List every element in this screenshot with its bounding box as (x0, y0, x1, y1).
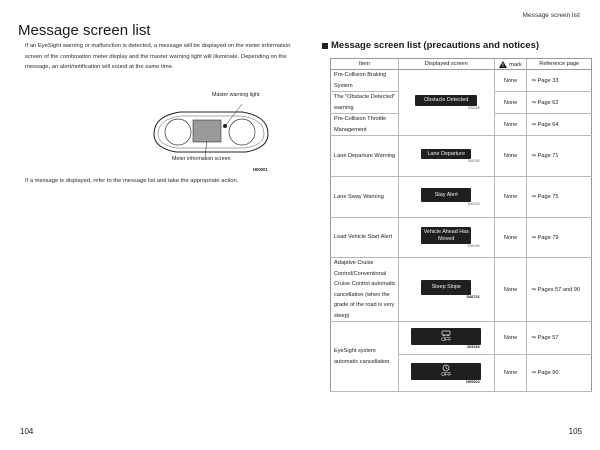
table-row (331, 258, 592, 322)
diagram-code: H00001 (253, 167, 268, 172)
row-ref-link[interactable]: ⇒ Pages 57 and 90 (527, 258, 592, 322)
row-item: Lane Sway Warning (331, 177, 399, 218)
col-header-mark: mark (494, 59, 527, 70)
row-item: Pre-Collision Throttle Management (331, 114, 399, 136)
row-screen: OFF 203194 (398, 322, 494, 355)
display-screen-steep-slope: Steep Slope (421, 280, 471, 294)
row-item: Adaptive Cruise Control/Conventional Cruise Control automatic cancellation (when the grade of the road is very steep) (331, 258, 399, 322)
row-ref-link[interactable]: ⇒ Page 75 (527, 177, 592, 218)
row-ref-link[interactable]: ⇒ Page 64 (527, 114, 592, 136)
row-ref-link[interactable]: ⇒ Page 90 (527, 355, 592, 392)
eyesight-clock-icon (441, 364, 451, 372)
display-screen-stay-alert: Stay Alert (421, 188, 471, 202)
table-row (331, 177, 592, 218)
row-screen: Obstacle Detected S40189 (398, 70, 494, 136)
row-item: The "Obstacle Detected" warning (331, 92, 399, 114)
meter-info-label: Meter information screen (172, 156, 231, 162)
message-table (330, 58, 592, 392)
section-title (322, 40, 539, 51)
table-row (331, 322, 592, 355)
square-bullet-icon (322, 43, 328, 49)
table-header-row (331, 59, 592, 70)
meter-diagram (150, 86, 272, 174)
row-mark: None (494, 114, 527, 136)
table-row (331, 218, 592, 258)
display-screen-vehicle-ahead: Vehicle Ahead Has Moved (421, 227, 471, 244)
intro-paragraph: If an EyeSight warning or malfunction is detected, a message will be displayed on the meter information screen of the combination meter display and the master warning light will illuminate. Depending on the message, an alert/notification will sound at the same time. (25, 43, 291, 70)
display-screen-obstacle: Obstacle Detected (415, 95, 477, 105)
warning-triangle-icon (499, 61, 507, 68)
page-number-right: 105 (568, 427, 582, 436)
row-item: Pre-Collision Braking System (331, 70, 399, 92)
row-item: Lead Vehicle Start Alert (331, 218, 399, 258)
row-item: Lane Departure Warning (331, 136, 399, 177)
row-mark: None (494, 355, 527, 392)
row-mark: None (494, 177, 527, 218)
col-header-displayed-screen: Displayed screen (398, 59, 494, 70)
row-ref-link[interactable]: ⇒ Page 79 (527, 218, 592, 258)
col-header-reference-page: Reference page (527, 59, 592, 70)
display-screen-eyesight-off-2: OFF (411, 363, 481, 380)
section-title-text: Message screen list (precautions and notices) (331, 40, 540, 51)
row-screen: Lane Departure S40192 (398, 136, 494, 177)
row-screen: Steep Slope S40722 (398, 258, 494, 322)
table-row (331, 136, 592, 177)
table-row (331, 70, 592, 92)
col-header-item: Item (331, 59, 399, 70)
note-paragraph: If a message is displayed, refer to the message list and take the appropriate action. (25, 178, 239, 184)
right-page (300, 0, 600, 450)
eyesight-vehicle-icon (441, 329, 451, 337)
row-mark: None (494, 218, 527, 258)
row-mark: None (494, 70, 527, 92)
display-screen-eyesight-off: OFF (411, 328, 481, 345)
row-mark: None (494, 322, 527, 355)
row-mark: None (494, 92, 527, 114)
master-warning-label: Master warning light (212, 92, 260, 98)
row-screen: Stay Alert S40193 (398, 177, 494, 218)
row-ref-link[interactable]: ⇒ Page 57 (527, 322, 592, 355)
page-number-left: 104 (20, 427, 34, 436)
row-mark: None (494, 136, 527, 177)
row-screen: OFF H00003 (398, 355, 494, 392)
running-header: Message screen list (522, 12, 580, 19)
row-item: EyeSight system automatic cancellation (331, 322, 399, 392)
row-ref-link[interactable]: ⇒ Page 33 (527, 70, 592, 92)
row-screen: Vehicle Ahead Has Moved S40194 (398, 218, 494, 258)
row-ref-link[interactable]: ⇒ Page 71 (527, 136, 592, 177)
page-title: Message screen list (18, 22, 151, 39)
display-screen-lane-departure: Lane Departure (421, 149, 471, 159)
row-ref-link[interactable]: ⇒ Page 62 (527, 92, 592, 114)
row-mark: None (494, 258, 527, 322)
